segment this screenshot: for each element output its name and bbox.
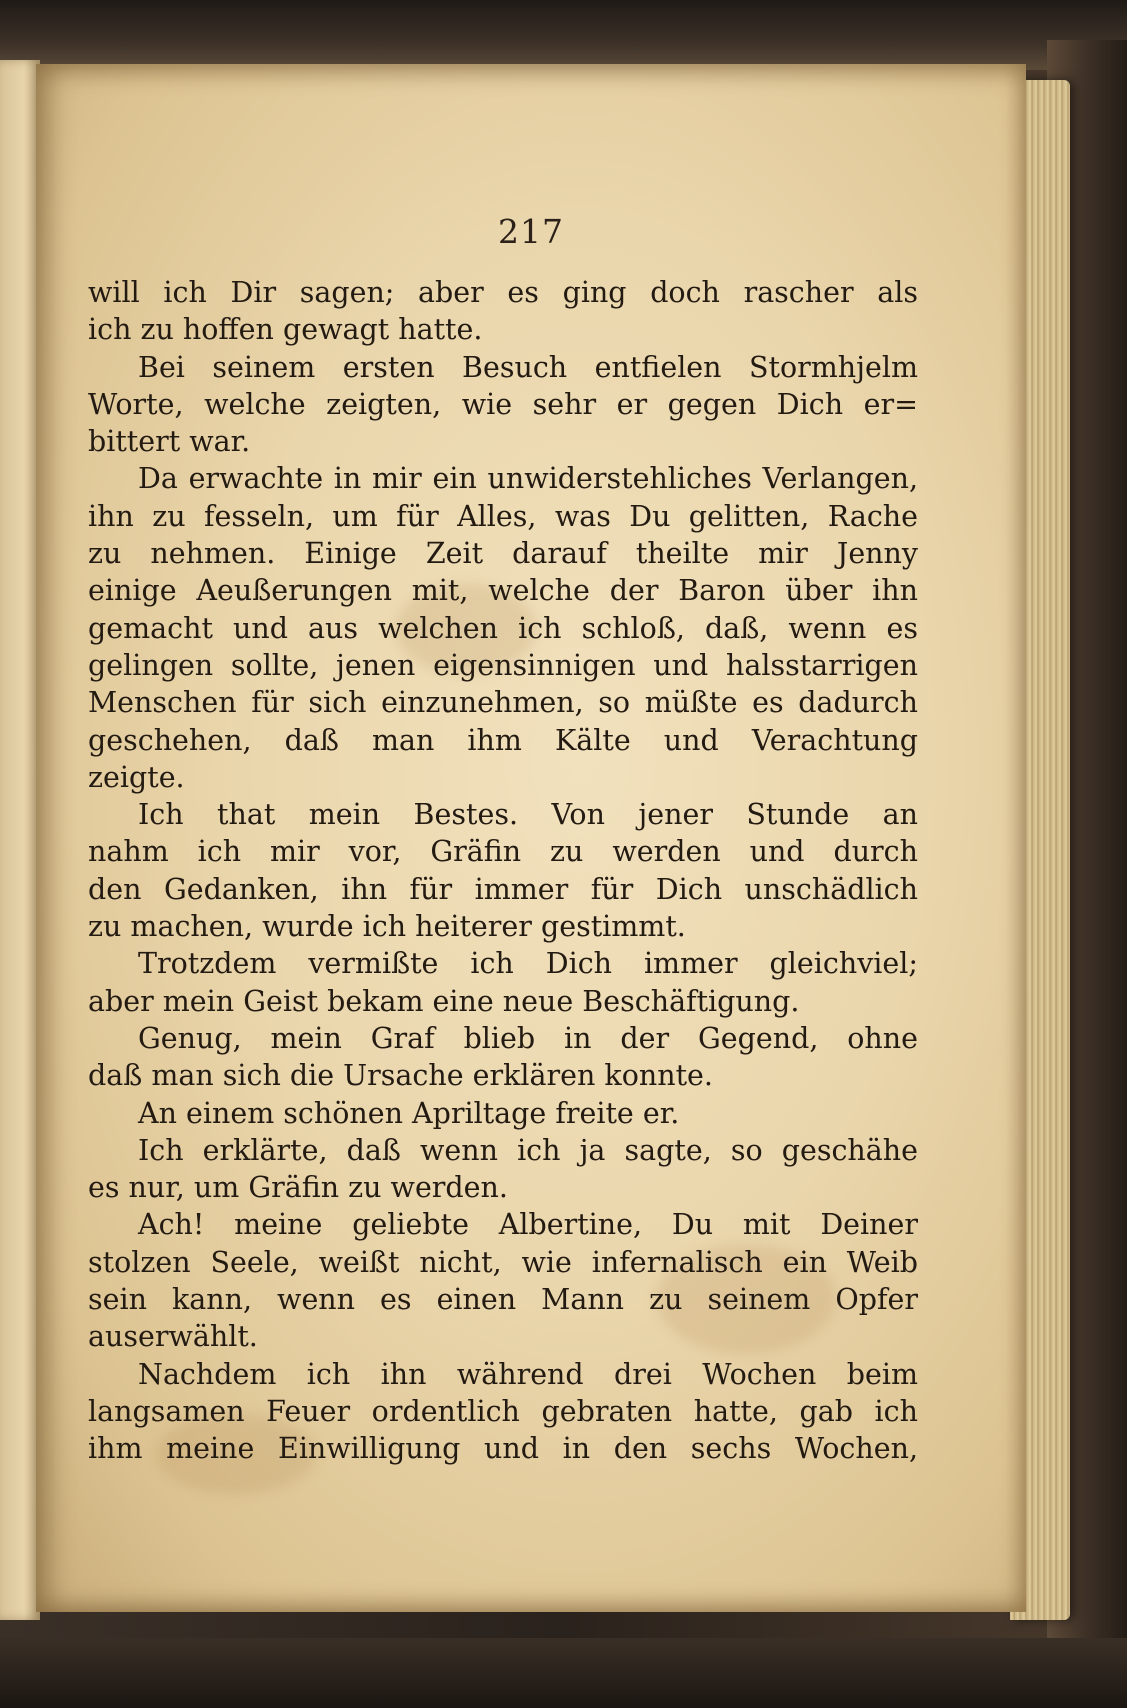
text-line: Bei seinem ersten Besuch entfielen Stormhjelm <box>138 350 918 384</box>
book-page <box>36 64 1026 1612</box>
text-line: gelingen sollte, jenen eigensinnigen und halsstarrigen <box>88 648 918 682</box>
text-line: Ich that mein Bestes. Von jener Stunde an <box>138 798 918 832</box>
text-line: langsamen Feuer ordentlich gebraten hatte, gab ich <box>88 1394 918 1428</box>
book-cover-top <box>0 0 1127 70</box>
text-line: ihn zu fesseln, um für Alles, was Du gelitten, Rache <box>88 499 918 533</box>
body-text <box>88 274 918 1468</box>
text-line: Da erwachte in mir ein unwiderstehliches Verlangen, <box>138 462 918 496</box>
text-line: nahm ich mir vor, Gräfin zu werden und durch <box>88 835 918 869</box>
left-page-edge <box>0 60 40 1620</box>
text-line: Worte, welche zeigten, wie sehr er gegen Dich er= <box>88 387 918 421</box>
text-line: Ach! meine geliebte Albertine, Du mit Deiner <box>138 1208 918 1242</box>
text-line: aber mein Geist bekam eine neue Beschäftigung. <box>88 984 800 1018</box>
text-line: Menschen für sich einzunehmen, so müßte es dadurch <box>88 686 918 720</box>
text-line: zu machen, wurde ich heiterer gestimmt. <box>88 910 686 944</box>
text-line: Nachdem ich ihn während drei Wochen beim <box>138 1357 918 1391</box>
text-line: stolzen Seele, weißt nicht, wie infernalisch ein Weib <box>88 1245 918 1279</box>
text-line: einige Aeußerungen mit, welche der Baron über ihn <box>88 574 918 608</box>
text-line: ich zu hoffen gewagt hatte. <box>88 313 483 347</box>
book-cover-bottom <box>0 1638 1127 1708</box>
text-line: den Gedanken, ihn für immer für Dich unschädlich <box>88 872 918 906</box>
text-line: zu nehmen. Einige Zeit darauf theilte mir Jenny <box>88 537 918 571</box>
text-line: sein kann, wenn es einen Mann zu seinem Opfer <box>88 1283 918 1317</box>
text-line: daß man sich die Ursache erklären konnte. <box>88 1059 713 1093</box>
text-line: zeigte. <box>88 760 185 794</box>
text-line: An einem schönen Apriltage freite er. <box>138 1096 680 1130</box>
text-line: auserwählt. <box>88 1320 258 1354</box>
text-line: will ich Dir sagen; aber es ging doch rascher als <box>88 276 918 309</box>
text-line: geschehen, daß man ihm Kälte und Verachtung <box>88 723 918 757</box>
text-line: bittert war. <box>88 425 251 459</box>
text-line: gemacht und aus welchen ich schloß, daß, wenn es <box>88 611 918 645</box>
page-number: 217 <box>498 212 564 251</box>
text-line: ihm meine Einwilligung und in den sechs Wochen, <box>88 1432 918 1466</box>
text-line: Trotzdem vermißte ich Dich immer gleichviel; <box>138 947 918 981</box>
text-line: Genug, mein Graf blieb in der Gegend, ohne <box>138 1021 918 1055</box>
text-line: Ich erklärte, daß wenn ich ja sagte, so geschähe <box>138 1133 918 1167</box>
text-line: es nur, um Gräfin zu werden. <box>88 1171 508 1205</box>
